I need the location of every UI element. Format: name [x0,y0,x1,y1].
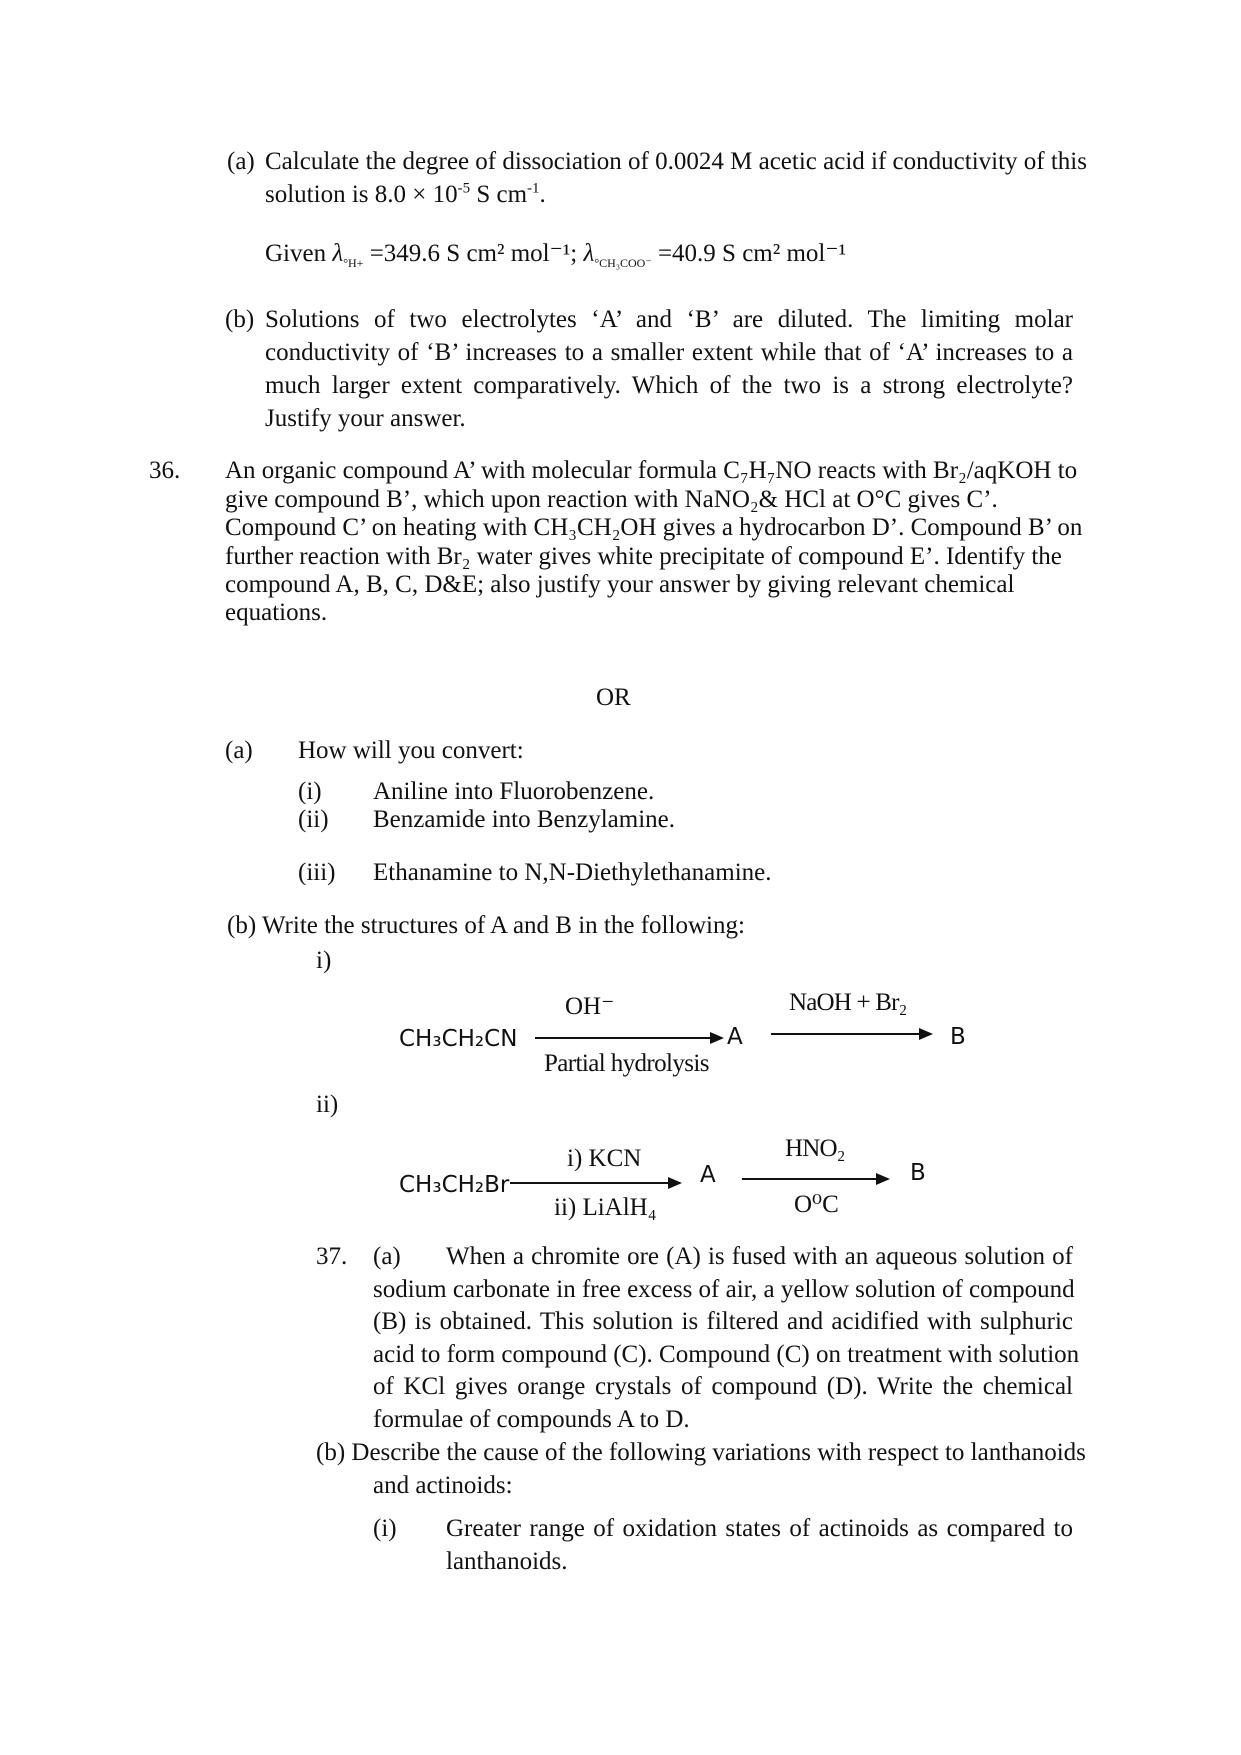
conversion-text: Ethanamine to N,N-Diethylethanamine. [373,859,772,886]
q36-b-heading: (b) Write the structures of A and B in the following: [227,912,745,939]
q37-b-i-line1: Greater range of oxidation states of actinoids as compared to [446,1515,1073,1542]
q36-a-label: (a) [225,737,253,764]
conversion-num: (ii) [298,806,329,833]
reaction-1-label: i) [316,947,332,974]
q37-b-i-num: (i) [373,1515,397,1542]
or-divider: OR [596,684,631,711]
q35-b-line1: Solutions of two electrolytes ‘A’ and ‘B’ are diluted. The limiting molar [265,306,1073,333]
q36-line2: give compound B’, which upon reaction with NaNO₂& HCl at O°C gives C’. [225,486,998,513]
q37-a-line3: (B) is obtained. This solution is filtered and acidified with sulphuric [373,1308,1073,1335]
q36-line4: further reaction with Br₂ water gives white precipitate of compound E’. Identify the [225,543,1062,570]
conversion-num: (iii) [298,859,336,886]
reaction-1-reactant: CH₃CH₂CN [399,1026,518,1052]
q35-a-line2: solution is $8.0 \times 10^{-5}$ S $cm^{-1}$. [265,180,546,208]
q37-a-line2: sodium carbonate in free excess of air, a yellow solution of compound [373,1276,1075,1303]
q37-a-line1: When a chromite ore (A) is fused with an aqueous solution of [446,1243,1073,1270]
q35-a-label: (a) [227,148,255,175]
conversion-num: (i) [298,778,322,805]
q35-b-line4: Justify your answer. [265,405,466,432]
q37-a-line6: formulae of compounds A to D. [373,1406,690,1433]
q35-a-line1: Calculate the degree of dissociation of 0.0024 M acetic acid if conductivity of this [265,148,1087,175]
reaction-arrow [742,1178,888,1180]
q37-number: 37. [316,1243,348,1270]
reaction-2-reactant: CH₃CH₂Br [399,1172,510,1198]
reaction-arrow [535,1037,722,1039]
conversion-text: Benzamide into Benzylamine. [373,806,675,833]
q35-b-line2: conductivity of ‘B’ increases to a smaller extent while that of ‘A’ increases to a [265,339,1073,366]
q37-b-line2: and actinoids: [373,1472,513,1499]
reaction-1-reagent: OH⁻ [565,993,615,1020]
reaction-arrow [510,1182,680,1184]
q36-line3: Compound C’ on heating with CH₃CH₂OH gives a hydrocarbon D’. Compound B’ on [225,514,1083,541]
q36-line5: compound A, B, C, D&E; also justify your answer by giving relevant chemical [225,571,1015,598]
q36-line1: An organic compound A’ with molecular formula C₇H₇NO reacts with Br₂/aqKOH to [225,457,1078,484]
reaction-2-reagent: i) KCN [567,1145,642,1172]
reaction-1-condition: Partial hydrolysis [544,1050,709,1077]
reaction-2-condition-2: O⁰C [794,1191,839,1218]
conversion-text: Aniline into Fluorobenzene. [373,778,655,805]
q36-a-heading: How will you convert: [298,737,524,764]
reaction-2-product-b: B [910,1160,926,1186]
reaction-2-label: ii) [316,1091,339,1118]
lambda-symbol: λ [332,240,344,267]
reaction-1-product-b: B [950,1024,966,1050]
lambda-symbol: λ [583,240,595,267]
reaction-2-product-a: A [700,1162,716,1188]
q37-a-line5: of KCl gives orange crystals of compound (D). Write the chemical [373,1373,1073,1400]
q37-b-line1: (b) Describe the cause of the following variations with respect to lanthanoids [316,1439,1086,1466]
q37-a-line4: acid to form compound (C). Compound (C) on treatment with solution [373,1341,1080,1368]
reaction-2-reagent-2: HNO₂ [785,1135,845,1162]
q36-number: 36. [149,457,181,484]
q35-b-label: (b) [225,306,255,333]
q37-a-label: (a) [373,1243,401,1270]
q35-b-line3: much larger extent comparatively. Which of the two is a strong electrolyte? [265,372,1073,399]
reaction-1-product-a: A [727,1024,743,1050]
reaction-2-condition: ii) LiAlH₄ [554,1194,657,1221]
q37-b-i-line2: lanthanoids. [446,1548,568,1575]
given-conductivities: Given $\lambda_{^\circ H+} =349.6$ S cm² mol⁻¹; $\lambda_{^\circ CH_3COO^-} =40.9$ S cm² mol⁻¹ [265,240,847,270]
reaction-arrow [771,1033,931,1035]
reaction-1-reagent-2: NaOH + Br₂ [789,989,907,1016]
q36-line6: equations. [225,599,328,626]
